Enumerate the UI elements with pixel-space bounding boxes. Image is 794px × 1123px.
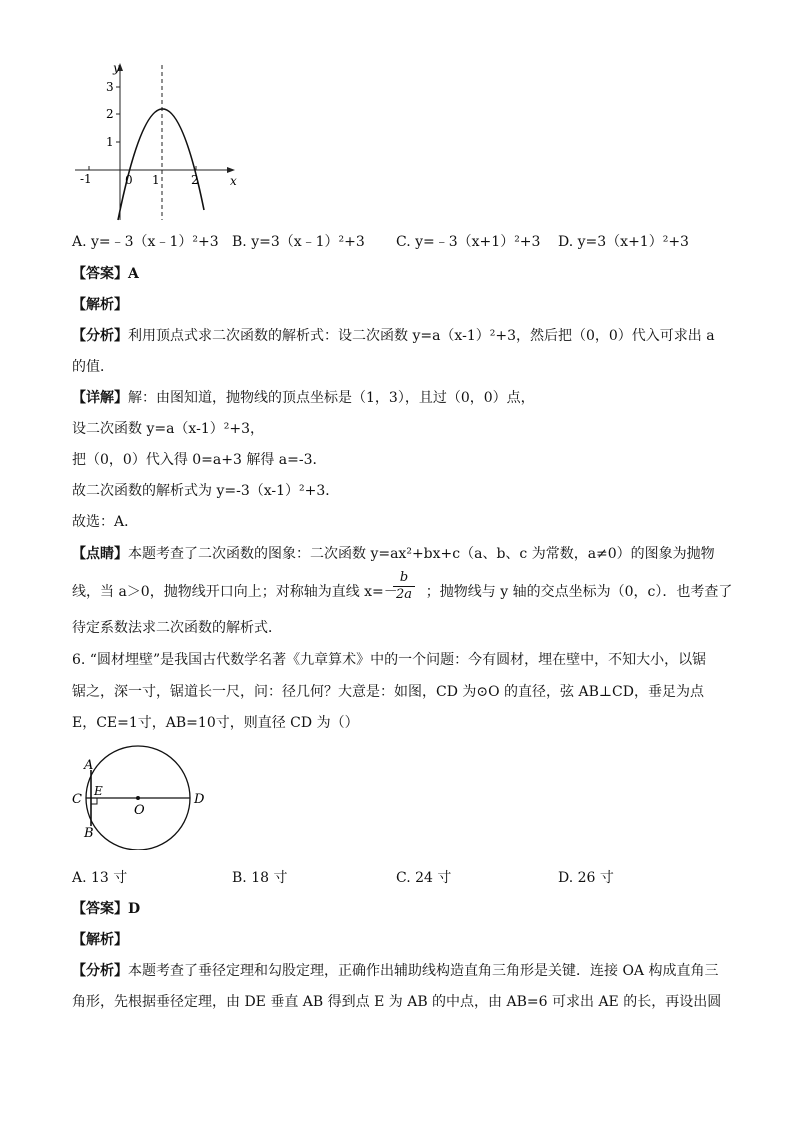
q5-dianjing-tag: 【点睛】 [72,546,128,562]
q5-xiangjie-line-5: 故选：A． [72,514,139,530]
label-a: A [84,758,94,773]
q6-fenxi-text-1: 本题考查了垂径定理和勾股定理，正确作出辅助线构造直角三角形是关键．连接 OA 构成直角三 [128,963,719,979]
q5-option-a: A. y=﹣3（x﹣1）²+3 [72,234,219,250]
q5-dianjing-text-2a: 线，当 a＞0，抛物线开口向上；对称轴为直线 x=－ [72,584,398,600]
label-d: D [194,792,205,807]
x-tick-label-0: 0 [125,173,133,187]
y-tick-label-2: 2 [106,107,114,121]
q5-fenxi-text-1: 利用顶点式求二次函数的解析式：设二次函数 y=a（x-1）²+3，然后把（0，0）代入可求出 a [128,328,715,344]
y-tick-label-3: 3 [106,80,114,94]
right-angle-mark [91,798,97,804]
y-axis-label: y [113,61,120,75]
q5-option-b: B. y=3（x﹣1）²+3 [232,234,365,250]
q5-fenxi-line-2: 的值． [72,359,114,375]
q5-dianjing-text-1: 本题考查了二次函数的图象：二次函数 y=ax²+bx+c（a、b、c 为常数，a≠0）的图象为抛物 [128,546,715,562]
q6-analysis-heading: 【解析】 [72,932,128,948]
q5-answer: 【答案】A [72,266,139,282]
q5-xiangjie-tag: 【详解】 [72,390,128,406]
label-o: O [134,803,145,818]
q5-fraction-numerator: b [399,570,409,585]
q5-fraction-b-over-2a [393,570,415,603]
label-e: E [94,784,103,798]
q5-xiangjie-line-4: 故二次函数的解析式为 y=-3（x-1）²+3． [72,483,340,499]
q5-option-d: D. y=3（x+1）²+3 [558,234,689,250]
parabola-graph [70,60,245,225]
q6-fenxi-line-2: 角形，先根据垂径定理，由 DE 垂直 AB 得到点 E 为 AB 的中点，由 AB=6 可求出 AE 的长，再设出圆 [72,994,722,1010]
q5-fenxi-line-1 [72,326,722,346]
q6-stem-line-1: 6. “圆材埋壁”是我国古代数学名著《九章算术》中的一个问题：今有圆材，埋在壁中，不知大小，以锯 [72,652,707,668]
q5-xiangjie-text-1: 解：由图知道，抛物线的顶点坐标是（1，3），且过（0，0）点， [128,390,535,406]
label-c: C [72,792,82,807]
center-point-o [136,796,140,800]
circle-figure [68,740,218,850]
q5-option-c: C. y=﹣3（x+1）²+3 [396,234,541,250]
parabola-curve [118,109,204,220]
x-axis-label: x [230,174,237,188]
y-tick-label-1: 1 [106,135,114,149]
q6-fenxi-tag: 【分析】 [72,963,128,979]
q6-option-b: B. 18 寸 [232,870,288,886]
q6-answer: 【答案】D [72,901,141,917]
q5-xiangjie-line-2: 设二次函数 y=a（x-1）²+3， [72,421,264,437]
q6-option-d: D. 26 寸 [558,870,614,886]
q5-xiangjie-line-3: 把（0，0）代入得 0=a+3 解得 a=-3． [72,452,327,468]
q6-option-c: C. 24 寸 [396,870,452,886]
q6-fenxi-line-1 [72,961,722,981]
x-tick-label-1: 1 [152,173,160,187]
q6-option-a: A. 13 寸 [72,870,128,886]
q5-dianjing-line-1 [72,544,722,564]
q5-analysis-heading: 【解析】 [72,297,128,313]
q5-fenxi-tag: 【分析】 [72,328,128,344]
q5-dianjing-line-3: 待定系数法求二次函数的解析式． [72,620,282,636]
x-axis-arrow [227,167,235,173]
x-tick-label-neg1: -1 [80,172,92,186]
q5-xiangjie-line-1 [72,388,722,408]
x-tick-label-2: 2 [191,173,199,187]
label-b: B [84,826,94,841]
q6-stem-line-3: E，CE=1寸，AB=10寸，则直径 CD 为（） [72,715,359,731]
q5-dianjing-text-2b: ；抛物线与 y 轴的交点坐标为（0，c）．也考查了 [425,584,733,600]
q6-stem-line-2: 锯之，深一寸，锯道长一尺，问：径几何？大意是：如图，CD 为⊙O 的直径，弦 AB⊥CD，垂足为点 [72,684,704,700]
q5-fraction-denominator: 2a [393,586,415,603]
